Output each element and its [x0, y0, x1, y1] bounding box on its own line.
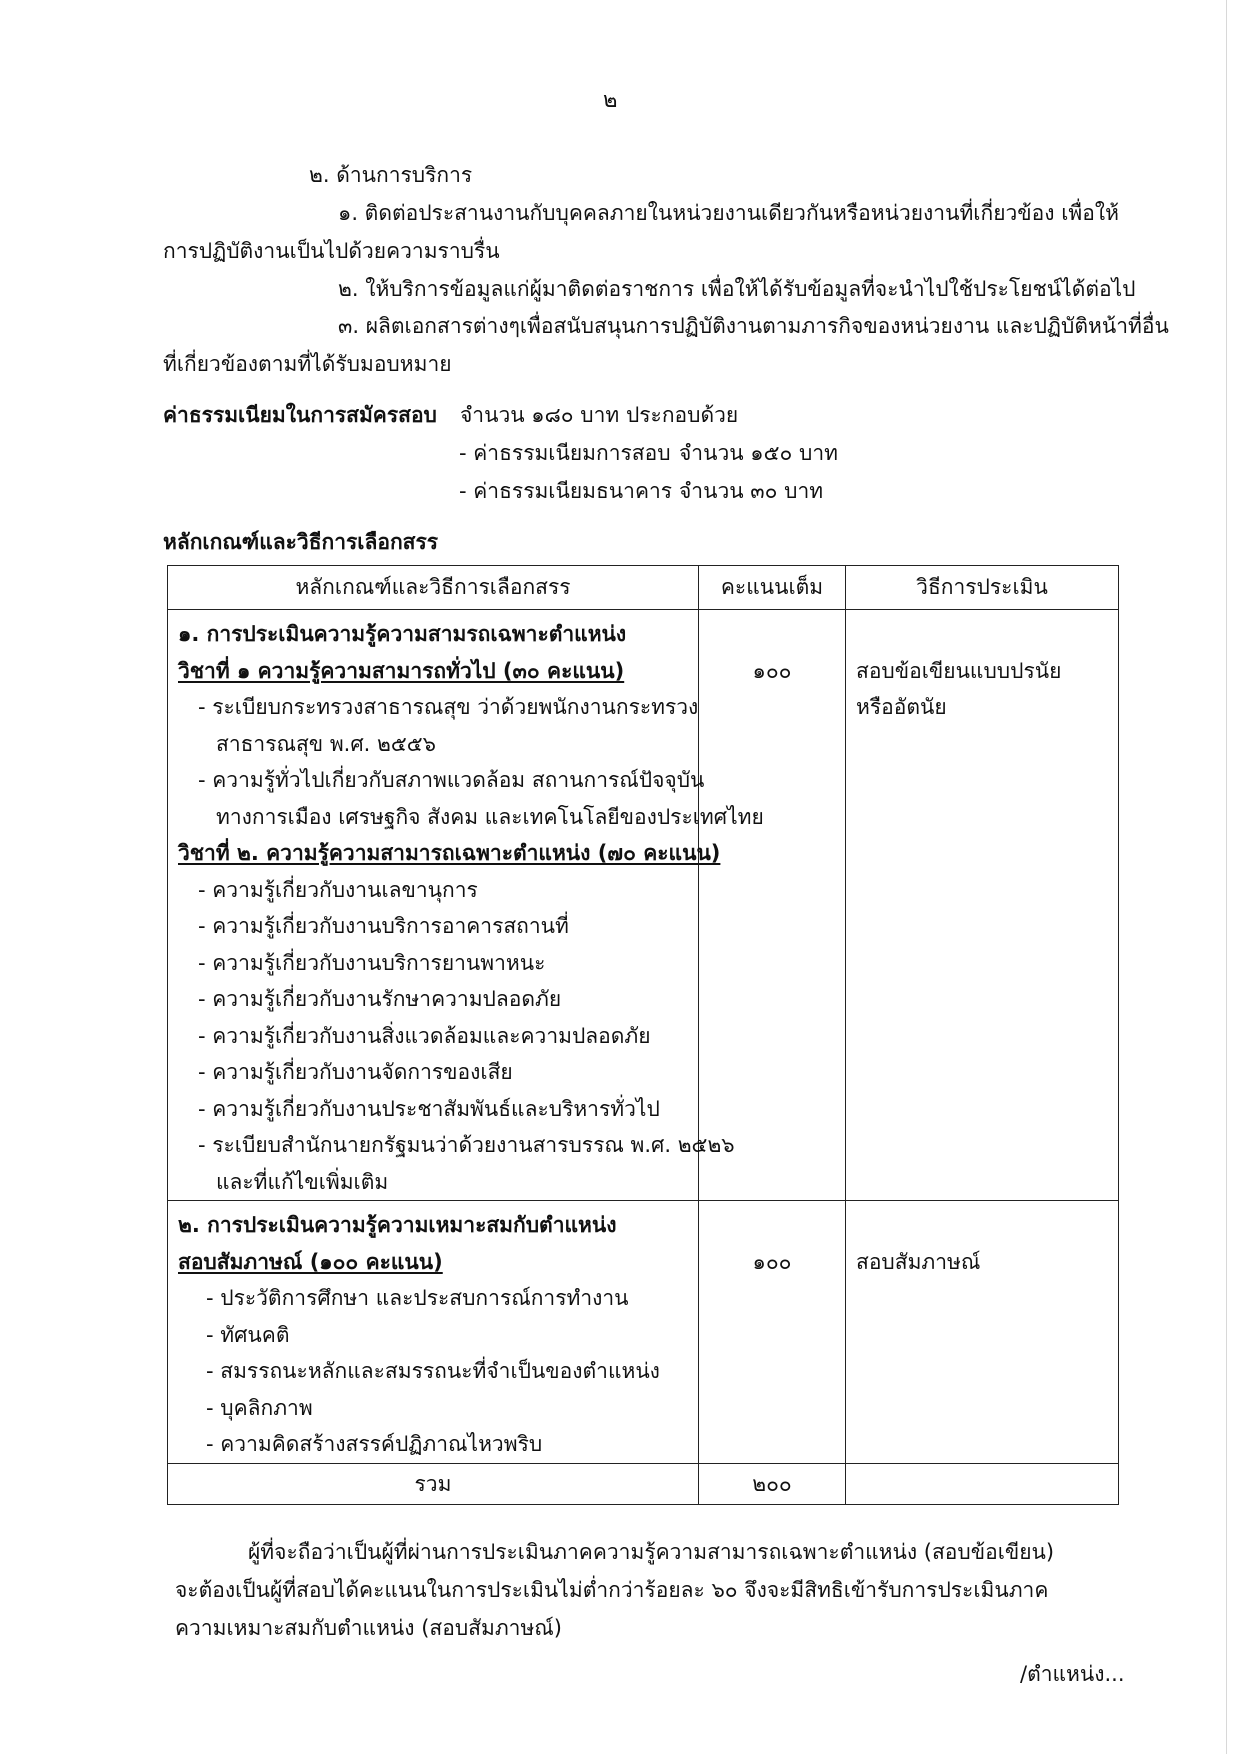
header-full-score: คะแนนเต็ม [699, 566, 846, 610]
subject1-item: สาธารณสุข พ.ศ. ๒๕๕๖ [216, 731, 436, 756]
knowledge-criteria-cell [168, 610, 764, 1201]
interview-item: - บุคลิกภาพ [206, 1395, 313, 1420]
subject1-item: - ระเบียบกระทรวงสาธารณสุข ว่าด้วยพนักงานกระทรวง [198, 695, 699, 719]
subject2-item: - ความรู้เกี่ยวกับงานจัดการของเสีย [198, 1060, 513, 1084]
subject2-item: - ความรู้เกี่ยวกับงานเลขานุการ [198, 877, 478, 902]
row2-score: ๑๐๐ [752, 1249, 792, 1274]
subject2-item: - ความรู้เกี่ยวกับงานสิ่งแวดล้อมและความปลอดภัย [198, 1023, 651, 1048]
page-number: ๒ [603, 88, 618, 113]
row2-subject: สอบสัมภาษณ์ (๑๐๐ คะแนน) [178, 1249, 443, 1274]
fee-exam-label: - ค่าธรรมเนียมการสอบ [459, 441, 671, 465]
table-row-knowledge [168, 610, 1119, 1201]
subject2-item: - ความรู้เกี่ยวกับงานบริการยานพาหนะ [198, 950, 546, 975]
row1-method-line-2: หรืออัตนัย [856, 695, 947, 719]
closing-line-2: จะต้องเป็นผู้ที่สอบได้คะแนนในการประเมินไม่ต่ำกว่าร้อยละ ๖๐ จึงจะมีสิทธิเข้ารับการประเมินภาค [175, 1578, 1049, 1602]
subject2-item: - ระเบียบสำนักนายกรัฐมนว่าด้วยงานสารบรรณ พ.ศ. ๒๕๒๖ [198, 1133, 735, 1157]
interview-item: - ความคิดสร้างสรรค์ปฏิภาณไหวพริบ [206, 1432, 543, 1456]
subject1-item: - ความรู้ทั่วไปเกี่ยวกับสภาพแวดล้อม สถานการณ์ปัจจุบัน [198, 768, 705, 792]
row2-title: ๒. การประเมินความรู้ความเหมาะสมกับตำแหน่ง [178, 1213, 617, 1237]
service-heading: ๒. ด้านการบริการ [309, 163, 473, 187]
row1-subject-2: วิชาที่ ๒. ความรู้ความสามารถเฉพาะตำแหน่ง (๗๐ คะแนน) [178, 841, 721, 865]
fee-bank-amount: จำนวน ๓๐ บาท [679, 479, 824, 503]
interview-item: - สมรรถนะหลักและสมรรถนะที่จำเป็นของตำแหน่ง [206, 1359, 660, 1383]
subject2-item: และที่แก้ไขเพิ่มเติม [216, 1169, 389, 1194]
total-label: รวม [168, 1463, 699, 1504]
fee-total: จำนวน ๑๘๐ บาท ประกอบด้วย [460, 403, 739, 427]
row2-method: สอบสัมภาษณ์ [856, 1249, 981, 1274]
knowledge-method-cell [846, 610, 1119, 1201]
total-method-empty [846, 1463, 1119, 1504]
service-item-3-line-1: ๓. ผลิตเอกสารต่างๆเพื่อสนับสนุนการปฏิบัติงานตามภารกิจของหน่วยงาน และปฏิบัติหน้าที่อื่น [338, 314, 1169, 338]
row1-method-line-1: สอบข้อเขียนแบบปรนัย [856, 658, 1062, 683]
interview-item: - ประวัติการศึกษา และประสบการณ์การทำงาน [206, 1286, 629, 1310]
continuation-marker: /ตำแหน่ง... [1020, 1662, 1125, 1686]
closing-line-3: ความเหมาะสมกับตำแหน่ง (สอบสัมภาษณ์) [175, 1616, 562, 1640]
header-criteria: หลักเกณฑ์และวิธีการเลือกสรร [168, 566, 699, 610]
criteria-heading: หลักเกณฑ์และวิธีการเลือกสรร [163, 530, 439, 554]
service-item-1-line-2: การปฏิบัติงานเป็นไปด้วยความราบรื่น [163, 239, 500, 263]
header-method: วิธีการประเมิน [846, 566, 1119, 610]
table-row-interview [168, 1201, 1119, 1464]
interview-score-cell [699, 1201, 846, 1464]
service-item-1-line-1: ๑. ติดต่อประสานงานกับบุคคลภายในหน่วยงานเดียวกันหรือหน่วยงานที่เกี่ยวข้อง เพื่อให้ [338, 201, 1119, 225]
row1-score: ๑๐๐ [752, 658, 792, 683]
fee-label: ค่าธรรมเนียมในการสมัครสอบ [163, 403, 437, 427]
subject2-item: - ความรู้เกี่ยวกับงานรักษาความปลอดภัย [198, 987, 562, 1011]
subject2-item: - ความรู้เกี่ยวกับงานบริการอาคารสถานที่ [198, 914, 569, 938]
closing-line-1: ผู้ที่จะถือว่าเป็นผู้ที่ผ่านการประเมินภาคความรู้ความสามารถเฉพาะตำแหน่ง (สอบข้อเขียน) [248, 1540, 1055, 1564]
fee-bank-label: - ค่าธรรมเนียมธนาคาร [459, 479, 673, 503]
service-item-2: ๒. ให้บริการข้อมูลแก่ผู้มาติดต่อราชการ เพื่อให้ได้รับข้อมูลที่จะนำไปใช้ประโยชน์ได้ต่อไป [338, 277, 1136, 301]
criteria-table [167, 565, 1119, 1505]
row1-title: ๑. การประเมินความรู้ความสามรถเฉพาะตำแหน่ง [178, 622, 627, 646]
interview-method-cell [846, 1201, 1119, 1464]
knowledge-score-cell [699, 610, 846, 1201]
table-header-row [168, 566, 1119, 610]
interview-item: - ทัศนคติ [206, 1322, 290, 1347]
interview-criteria-cell [168, 1201, 699, 1464]
subject1-item: ทางการเมือง เศรษฐกิจ สังคม และเทคโนโลยีของประเทศไทย [216, 804, 764, 829]
total-score: ๒๐๐ [699, 1463, 846, 1504]
subject2-item: - ความรู้เกี่ยวกับงานประชาสัมพันธ์และบริหารทั่วไป [198, 1096, 660, 1121]
service-item-3-line-2: ที่เกี่ยวข้องตามที่ได้รับมอบหมาย [163, 352, 452, 376]
fee-exam-amount: จำนวน ๑๕๐ บาท [679, 441, 838, 465]
table-total-row [168, 1463, 1119, 1504]
row1-subject-1: วิชาที่ ๑ ความรู้ความสามารถทั่วไป (๓๐ คะแนน) [178, 658, 625, 683]
page-edge-line [1226, 0, 1227, 1754]
